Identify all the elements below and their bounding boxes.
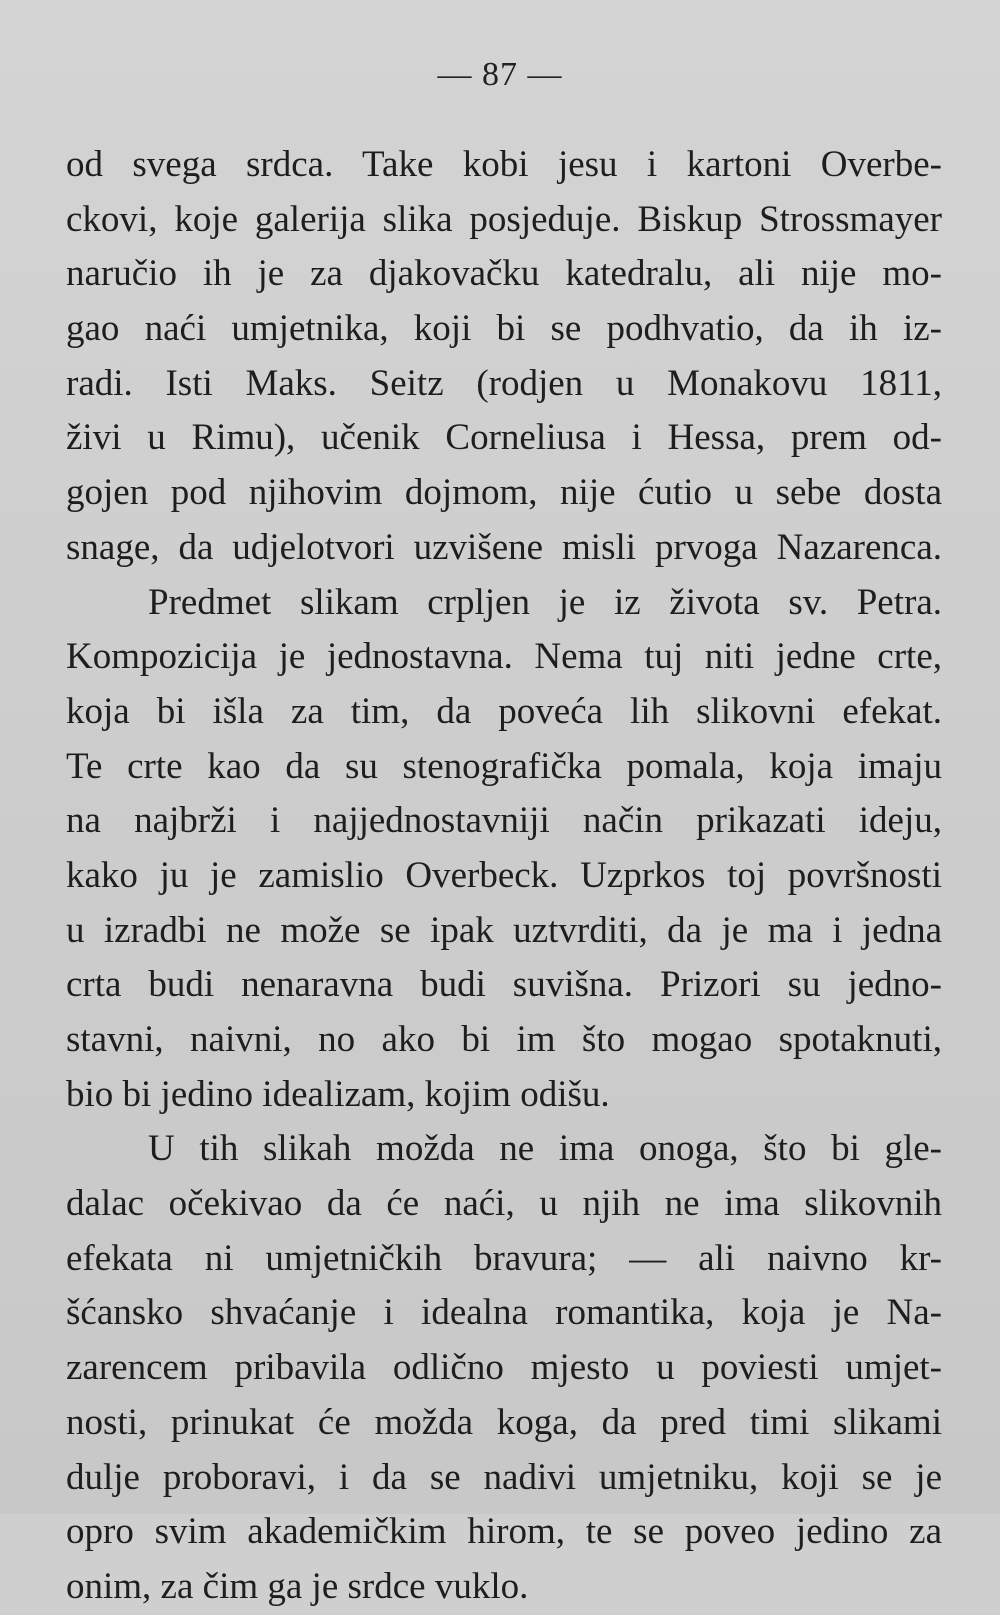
text-line: Te crte kao da su stenografička pomala, koja imaju bbox=[66, 745, 942, 787]
paragraph-3 bbox=[66, 1122, 942, 1614]
text-line: zarencem pribavila odlično mjesto u poviesti umjet- bbox=[66, 1347, 942, 1389]
text-line: gao naći umjetnika, koji bi se podhvatio, da ih iz- bbox=[66, 308, 942, 350]
text-line: onim, za čim ga je srdce vuklo. bbox=[66, 1565, 529, 1607]
paragraph-1 bbox=[66, 138, 942, 576]
text-line: od svega srdca. Take kobi jesu i kartoni Overbe- bbox=[66, 144, 942, 185]
text-line: Kompozicija je jednostavna. Nema tuj niti jedne crte, bbox=[66, 636, 942, 678]
text-line: kako ju je zamislio Overbeck. Uzprkos toj površnosti bbox=[66, 854, 942, 896]
text-line: bio bi jedino idealizam, kojim odišu. bbox=[66, 1073, 610, 1115]
text-line: U tih slikah možda ne ima onoga, što bi gle- bbox=[148, 1128, 942, 1170]
text-line: dalac očekivao da će naći, u njih ne ima slikovnih bbox=[66, 1183, 942, 1225]
text-line: naručio ih je za djakovačku katedralu, ali nije mo- bbox=[66, 253, 942, 295]
text-line: dulje proboravi, i da se nadivi umjetniku, koji se je bbox=[66, 1456, 942, 1498]
text-line: živi u Rimu), učenik Corneliusa i Hessa, prem od- bbox=[66, 417, 942, 459]
body-text bbox=[66, 138, 942, 1615]
text-line: nosti, prinukat će možda koga, da pred timi slikami bbox=[66, 1401, 942, 1443]
text-line: gojen pod njihovim dojmom, nije ćutio u sebe dosta bbox=[66, 472, 942, 514]
text-line: radi. Isti Maks. Seitz (rodjen u Monakovu 1811, bbox=[66, 362, 942, 404]
text-line: Predmet slikam crpljen je iz života sv. Petra. bbox=[148, 581, 942, 623]
paragraph-2 bbox=[66, 576, 942, 1123]
text-line: koja bi išla za tim, da poveća lih slikovni efekat. bbox=[66, 690, 942, 732]
page-number: — 87 — bbox=[437, 56, 563, 93]
text-line: opro svim akademičkim hirom, te se poveo jedino za bbox=[66, 1511, 942, 1553]
text-line: ckovi, koje galerija slika posjeduje. Biskup Strossmayer bbox=[66, 198, 942, 240]
text-line: na najbrži i najjednostavniji način prikazati ideju, bbox=[66, 800, 942, 842]
text-line: snage, da udjelotvori uzvišene misli prvoga Nazarenca. bbox=[66, 526, 942, 568]
text-line: stavni, naivni, no ako bi im što mogao spotaknuti, bbox=[66, 1019, 942, 1060]
text-line: šćansko shvaćanje i idealna romantika, koja je Na- bbox=[66, 1292, 942, 1334]
text-line: u izradbi ne može se ipak uztvrditi, da je ma i jedna bbox=[66, 909, 942, 951]
text-line: crta budi nenaravna budi suvišna. Prizori su jedno- bbox=[66, 964, 942, 1006]
text-line: efekata ni umjetničkih bravura; — ali naivno kr- bbox=[66, 1237, 942, 1279]
